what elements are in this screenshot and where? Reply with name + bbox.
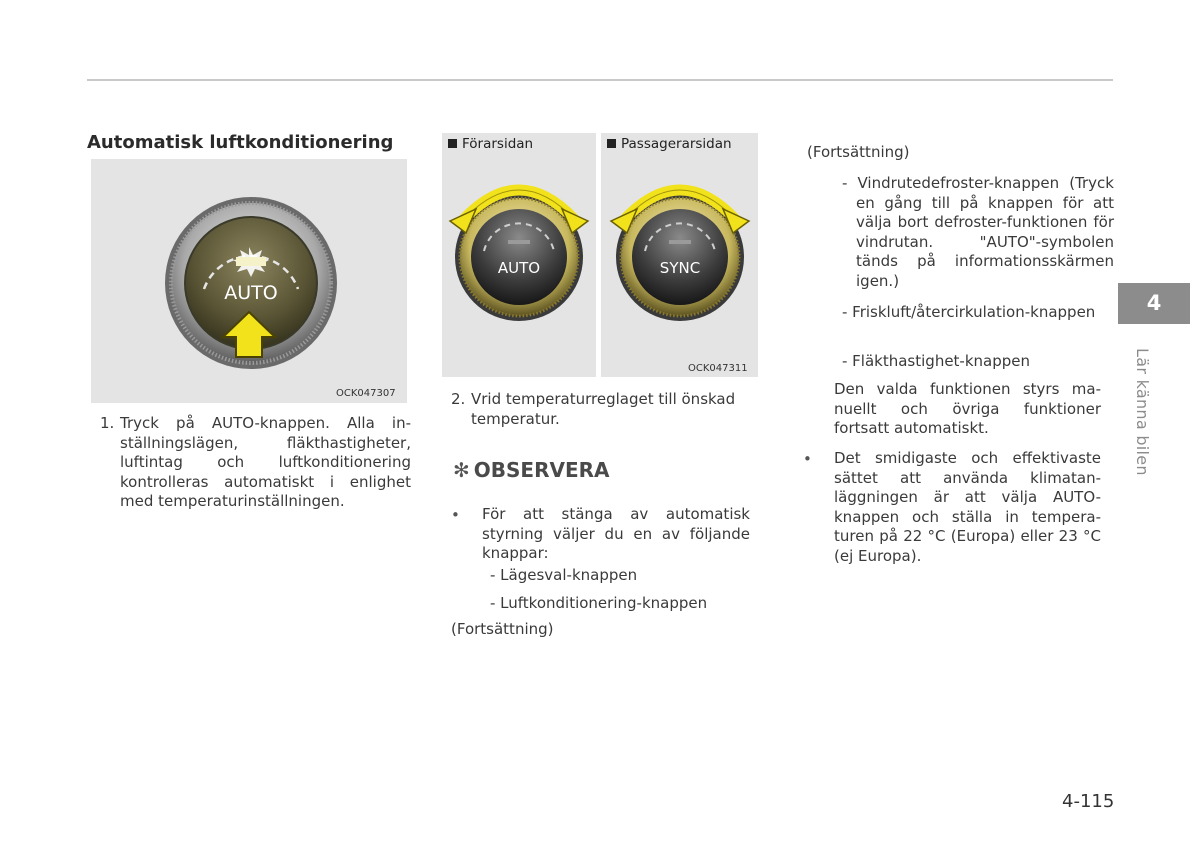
- bullet-icon: •: [451, 506, 460, 524]
- note-manual-paragraph: Den valda funktionen styrs ma-nuellt och övriga funktioner fortsatt automatiskt.: [834, 380, 1101, 437]
- step-number: 1.: [100, 414, 115, 432]
- auto-button-figure: [91, 159, 407, 403]
- note-intro: För att stänga av automatisk styrning väljer du en av följande knappar:: [482, 505, 750, 562]
- square-marker-icon: [607, 139, 616, 148]
- page-number: 4-115: [1062, 791, 1115, 812]
- note-item-fresh-air: - Friskluft/återcirkulation-knappen: [842, 303, 1096, 321]
- section-title: Automatisk luftkonditionering: [87, 132, 394, 153]
- temperature-knobs-figure: [442, 133, 758, 377]
- continued-label: (Fortsättning): [451, 620, 554, 638]
- sync-knob-label: SYNC: [659, 259, 701, 277]
- passenger-knob-illustration: [601, 133, 758, 377]
- bullet-icon: •: [803, 450, 812, 468]
- driver-side-label: Förarsidan: [448, 136, 533, 152]
- note-item-mode: - Lägesval-knappen: [490, 566, 638, 584]
- step-number: 2.: [451, 390, 466, 408]
- passenger-side-label: Passagerarsidan: [607, 136, 732, 152]
- square-marker-icon: [448, 139, 457, 148]
- header-rule: [87, 79, 1113, 81]
- passenger-panel: [601, 133, 758, 377]
- note-item-ac: - Luftkonditionering-knappen: [490, 594, 708, 612]
- note-item-defroster: - Vindrutedefroster-knappen (Tryck en gång till på knappen för att välja bort defroster-funktionen för vindrutan. "AUTO"-symbolen tänds på informationsskärmen igen.): [842, 174, 1114, 290]
- figure-code: OCK047307: [336, 388, 396, 399]
- step-text: Tryck på AUTO-knappen. Alla in-ställningslägen, fläkthastigheter, luftintag och luftkonditionering kontrolleras automatiskt i enlighet med temperaturinställningen.: [120, 414, 411, 510]
- driver-panel: [442, 133, 596, 377]
- auto-knob-label: AUTO: [224, 282, 278, 304]
- auto-knob-label: AUTO: [497, 259, 541, 277]
- figure-code: OCK047311: [688, 363, 748, 374]
- chapter-tab: 4: [1118, 283, 1190, 324]
- note-tip: Det smidigaste och effektivaste sättet att använda klimatan-läggningen är att välja AUTO-knappen och ställa in tempera-turen på 22 °C (Europa) eller 23 °C (ej Europa).: [834, 449, 1101, 565]
- continued-label: (Fortsättning): [807, 143, 910, 161]
- note-heading: ✻ OBSERVERA: [453, 458, 610, 482]
- auto-knob-illustration: [91, 159, 407, 403]
- driver-knob-illustration: [442, 133, 596, 377]
- note-star-icon: ✻: [453, 458, 470, 482]
- note-item-fan: - Fläkthastighet-knappen: [842, 352, 1031, 370]
- chapter-side-label: Lär känna bilen: [1133, 348, 1152, 476]
- step-text: Vrid temperaturreglaget till önskad temperatur.: [471, 390, 736, 428]
